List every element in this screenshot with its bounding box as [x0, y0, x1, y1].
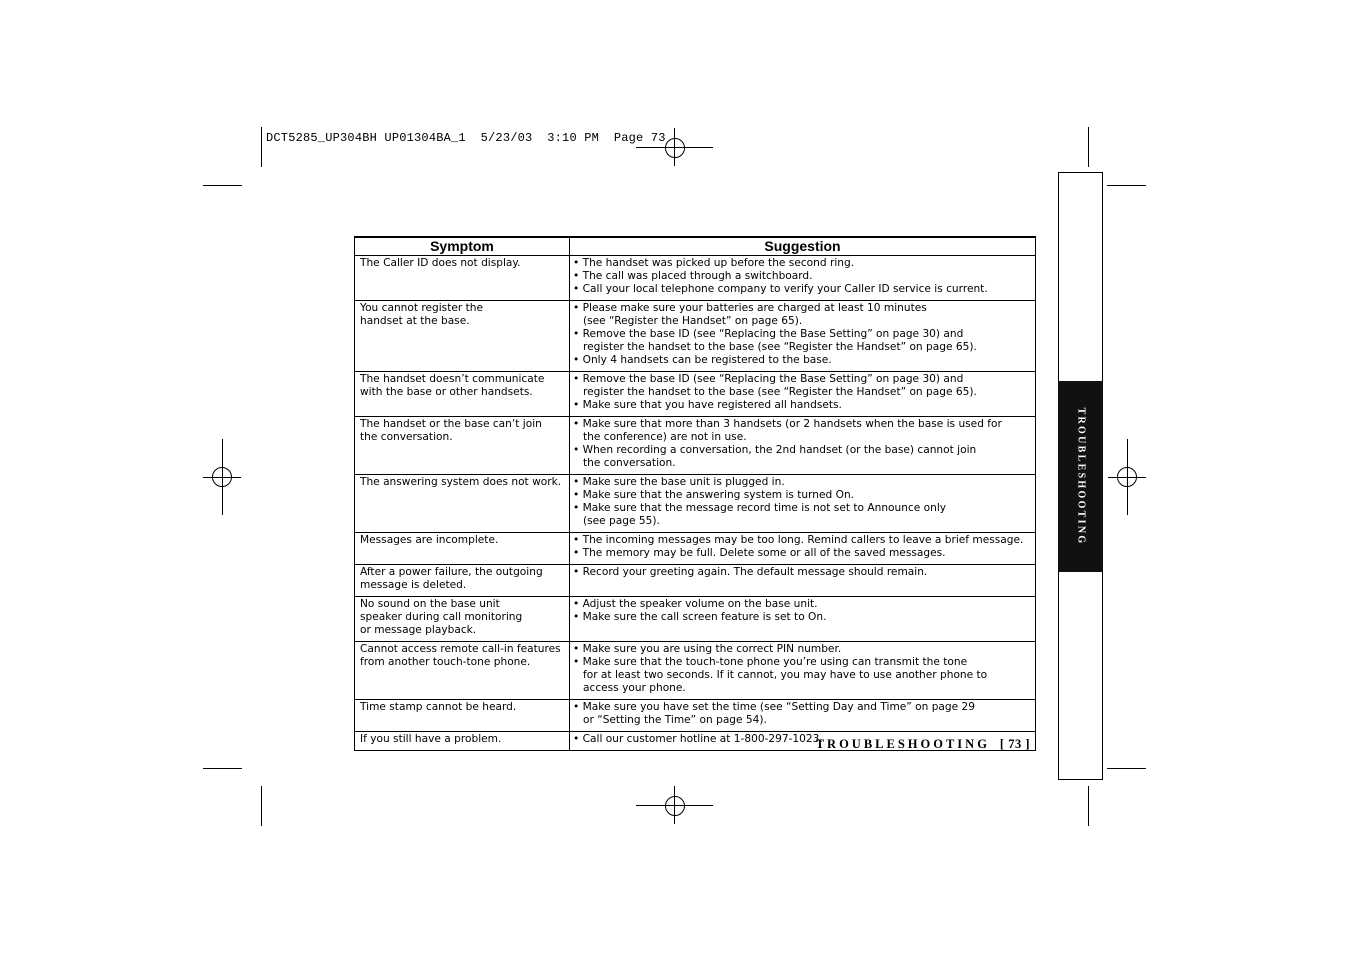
- table-body: [355, 256, 1036, 751]
- suggestion-cell: [570, 417, 1036, 475]
- symptom-text: Cannot access remote call-in features: [360, 643, 561, 655]
- suggestion-item: • Record your greeting again. The default message should remain.: [573, 566, 928, 578]
- symptom-text: If you still have a problem.: [360, 733, 502, 745]
- suggestion-cell: [570, 642, 1036, 700]
- suggestion-item: • Make sure the call screen feature is set to On.: [573, 611, 827, 623]
- side-tab-label: TROUBLESHOOTING: [1075, 407, 1087, 546]
- suggestion-cell: [570, 475, 1036, 533]
- suggestion-cell: [570, 700, 1036, 732]
- footer-section-title: TROUBLESHOOTING: [815, 737, 990, 751]
- symptom-header: Symptom: [355, 237, 570, 256]
- troubleshooting-table: [354, 236, 1036, 751]
- suggestion-item: • The memory may be full. Delete some or all of the saved messages.: [573, 547, 946, 559]
- page-number: [ 73 ]: [999, 737, 1030, 751]
- symptom-cell: [355, 417, 570, 475]
- suggestion-item: • Make sure that the answering system is turned On.: [573, 489, 855, 501]
- symptom-cell: [355, 597, 570, 642]
- suggestion-cell: [570, 372, 1036, 417]
- symptom-cell: [355, 372, 570, 417]
- suggestion-item: • Make sure that you have registered all handsets.: [573, 399, 842, 411]
- symptom-cell: [355, 732, 570, 751]
- suggestion-cell: [570, 301, 1036, 372]
- table-row: [355, 700, 1036, 732]
- suggestion-cell: [570, 533, 1036, 565]
- page-footer: [700, 737, 1030, 752]
- suggestion-item: • Call your local telephone company to verify your Caller ID service is current.: [573, 283, 988, 295]
- symptom-cell: [355, 256, 570, 301]
- suggestion-header: Suggestion: [570, 237, 1036, 256]
- symptom-text: with the base or other handsets.: [360, 386, 533, 398]
- symptom-text: Time stamp cannot be heard.: [360, 701, 517, 713]
- table-row: [355, 642, 1036, 700]
- suggestion-item: • When recording a conversation, the 2nd handset (or the base) cannot join the conversation.: [573, 444, 977, 469]
- symptom-text: After a power failure, the outgoing: [360, 566, 543, 578]
- symptom-text: You cannot register the: [360, 302, 483, 314]
- symptom-text: No sound on the base unit: [360, 598, 500, 610]
- table-row: [355, 417, 1036, 475]
- suggestion-item: • Call our customer hotline at 1-800-297-1023.: [573, 733, 823, 745]
- side-tab-label-wrap: [1058, 381, 1103, 572]
- table-row: [355, 372, 1036, 417]
- suggestion-item: • Remove the base ID (see “Replacing the Base Setting” on page 30) and register the handset to the base (see “Register the Handset” on page 65).: [573, 328, 977, 353]
- table-row: [355, 565, 1036, 597]
- symptom-cell: [355, 565, 570, 597]
- symptom-cell: [355, 475, 570, 533]
- symptom-text: speaker during call monitoring: [360, 611, 523, 623]
- symptom-text: The handset doesn’t communicate: [360, 373, 545, 385]
- suggestion-cell: [570, 256, 1036, 301]
- suggestion-cell: [570, 597, 1036, 642]
- table-row: [355, 256, 1036, 301]
- symptom-text: Messages are incomplete.: [360, 534, 499, 546]
- print-slug: DCT5285_UP304BH UP01304BA_1 5/23/03 3:10 PM Page 73: [266, 131, 666, 145]
- symptom-text: handset at the base.: [360, 315, 470, 327]
- table-row: [355, 533, 1036, 565]
- symptom-text: The Caller ID does not display.: [360, 257, 521, 269]
- symptom-text: message is deleted.: [360, 579, 467, 591]
- suggestion-item: • The incoming messages may be too long. Remind callers to leave a brief message.: [573, 534, 1024, 546]
- symptom-cell: [355, 301, 570, 372]
- suggestion-item: • The call was placed through a switchboard.: [573, 270, 813, 282]
- suggestion-item: • Adjust the speaker volume on the base unit.: [573, 598, 818, 610]
- suggestion-item: • The handset was picked up before the second ring.: [573, 257, 855, 269]
- suggestion-item: • Make sure the base unit is plugged in.: [573, 476, 785, 488]
- suggestion-item: • Make sure that the touch-tone phone you’re using can transmit the tone for at least two seconds. If it cannot, you may have to use another phone to access your phone.: [573, 656, 988, 694]
- symptom-text: from another touch-tone phone.: [360, 656, 531, 668]
- suggestion-item: • Only 4 handsets can be registered to the base.: [573, 354, 832, 366]
- suggestion-item: • Make sure you are using the correct PIN number.: [573, 643, 842, 655]
- symptom-text: the conversation.: [360, 431, 453, 443]
- symptom-text: or message playback.: [360, 624, 477, 636]
- symptom-cell: [355, 642, 570, 700]
- suggestion-item: • Remove the base ID (see “Replacing the Base Setting” on page 30) and register the handset to the base (see “Register the Handset” on page 65).: [573, 373, 977, 398]
- suggestion-item: • Make sure that the message record time is not set to Announce only (see page 55).: [573, 502, 947, 527]
- suggestion-item: • Make sure you have set the time (see “Setting Day and Time” on page 29 or “Setting the Time” on page 54).: [573, 701, 976, 726]
- table-row: [355, 301, 1036, 372]
- suggestion-cell: [570, 565, 1036, 597]
- table-row: [355, 597, 1036, 642]
- table-row: [355, 475, 1036, 533]
- table-header-row: [355, 237, 1036, 256]
- suggestion-item: • Make sure that more than 3 handsets (or 2 handsets when the base is used for the conference) are not in use.: [573, 418, 1002, 443]
- symptom-text: The handset or the base can’t join: [360, 418, 542, 430]
- symptom-text: The answering system does not work.: [360, 476, 562, 488]
- symptom-cell: [355, 700, 570, 732]
- symptom-cell: [355, 533, 570, 565]
- suggestion-item: • Please make sure your batteries are charged at least 10 minutes (see “Register the Handset” on page 65).: [573, 302, 927, 327]
